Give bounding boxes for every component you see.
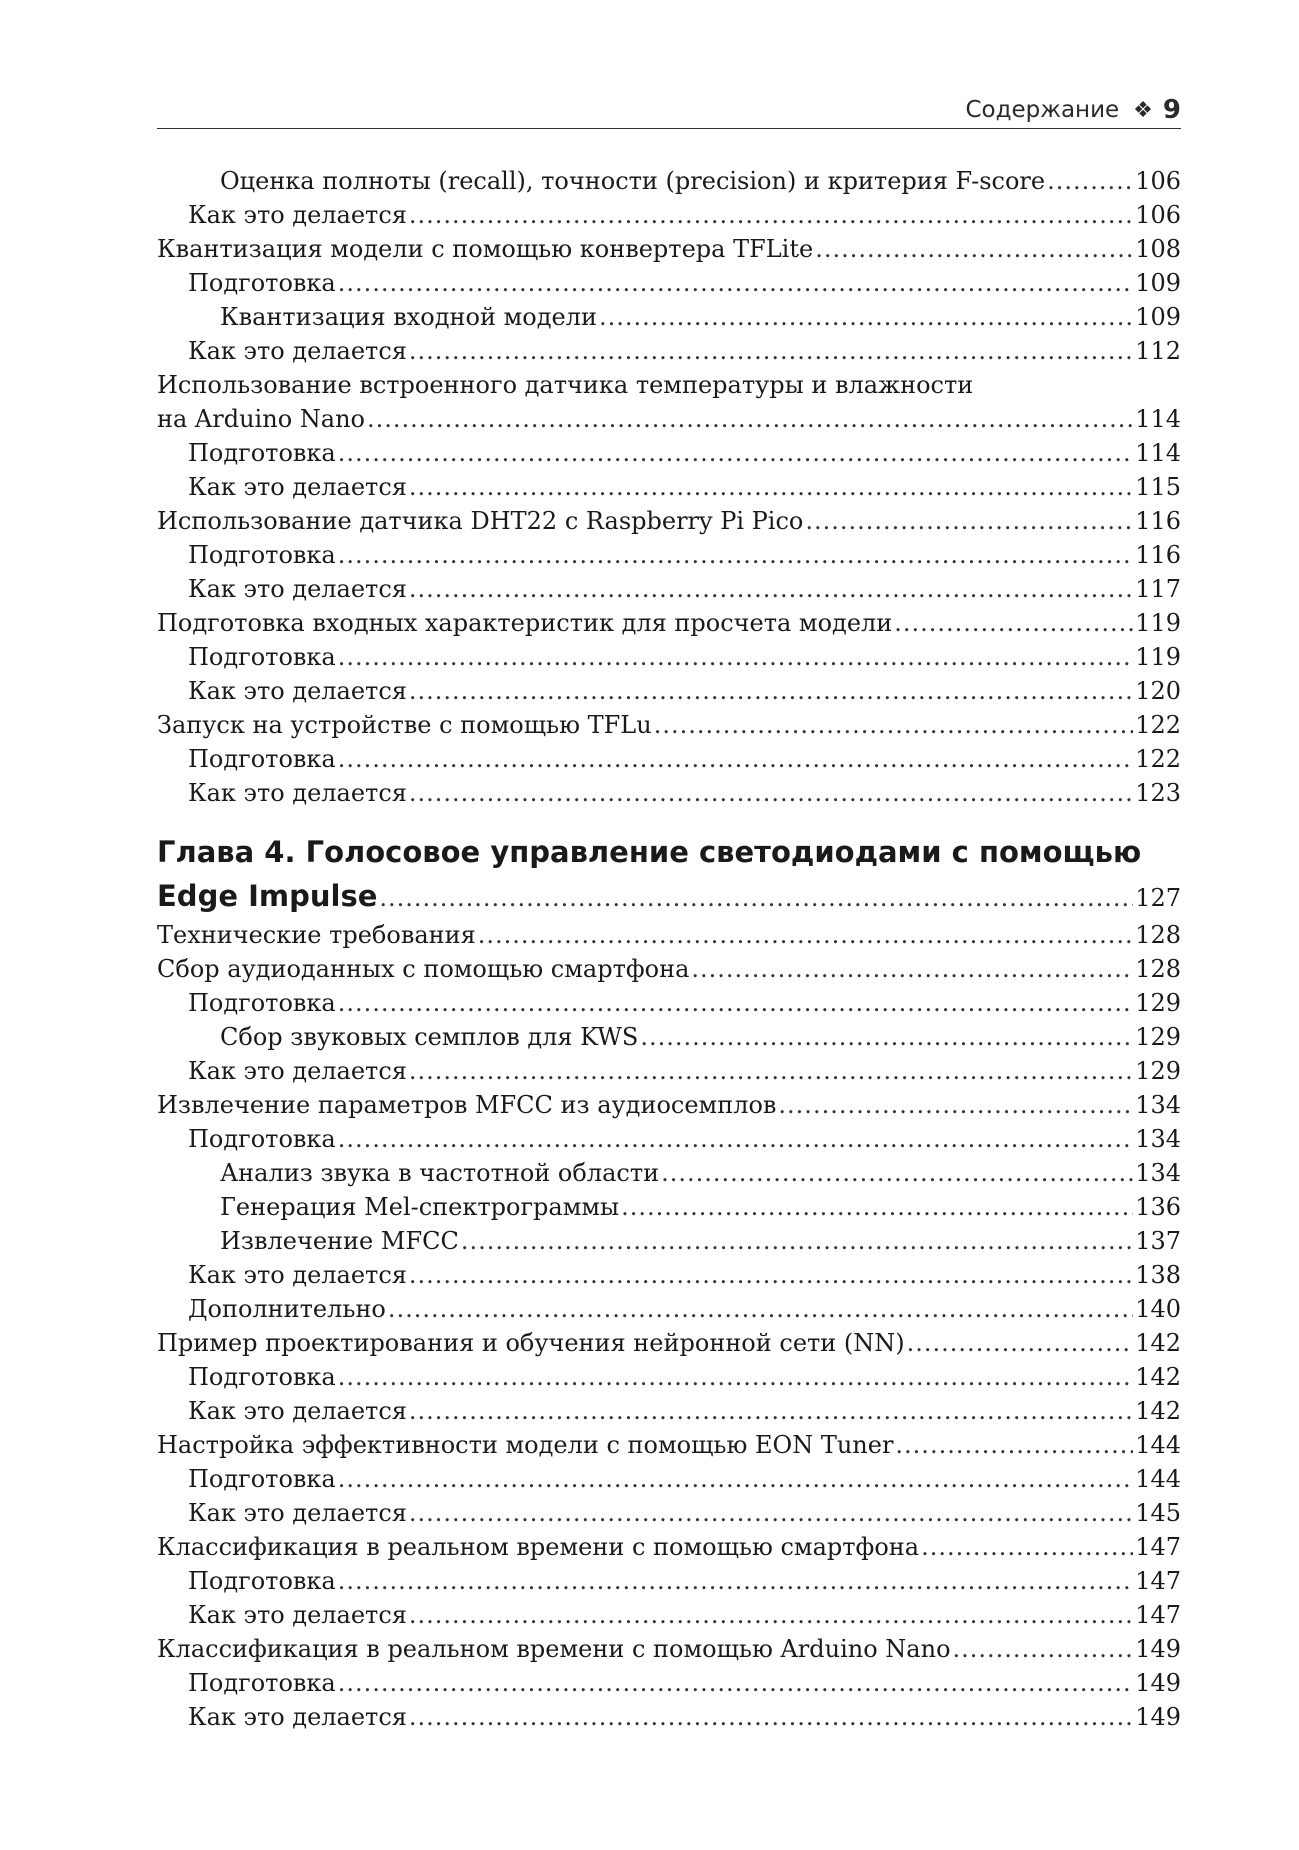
toc-entry-title: Подготовка: [188, 1567, 336, 1595]
toc-entry[interactable]: [157, 1258, 1181, 1292]
dot-leader: [778, 1088, 1133, 1122]
toc-entry-page: 136: [1135, 1193, 1181, 1221]
toc-entry-title: Генерация Mel-спектрограммы: [220, 1193, 620, 1221]
toc-entry[interactable]: [157, 164, 1181, 198]
toc-entry-title: Как это делается: [188, 575, 407, 603]
chapter-heading[interactable]: [157, 830, 1181, 918]
dot-leader: [409, 674, 1133, 708]
toc-entry-page: 122: [1135, 745, 1181, 773]
dot-leader: [379, 876, 1133, 920]
toc-entry[interactable]: [157, 986, 1181, 1020]
toc-entry-title: Анализ звука в частотной области: [220, 1159, 660, 1187]
toc-entry-page: 120: [1135, 677, 1181, 705]
toc-entry[interactable]: [157, 1598, 1181, 1632]
toc-group-top: [157, 164, 1181, 368]
toc-entry[interactable]: [157, 334, 1181, 368]
toc-entry[interactable]: [157, 742, 1181, 776]
toc-entry[interactable]: [157, 470, 1181, 504]
toc-entry-title: Дополнительно: [188, 1295, 386, 1323]
toc-entry-page: 106: [1135, 201, 1181, 229]
toc-entry-page: 119: [1135, 643, 1181, 671]
toc-entry[interactable]: [157, 1326, 1181, 1360]
toc-entry-page: 119: [1135, 609, 1181, 637]
dot-leader: [907, 1326, 1134, 1360]
toc-entry-page: 129: [1135, 1023, 1181, 1051]
toc-entry-page: 142: [1135, 1329, 1181, 1357]
toc-entry[interactable]: [157, 1122, 1181, 1156]
toc-entry-page: 134: [1135, 1091, 1181, 1119]
toc-entry[interactable]: [157, 1700, 1181, 1734]
chapter-page: 127: [1135, 884, 1181, 912]
dot-leader: [409, 1496, 1133, 1530]
toc-entry-page: 140: [1135, 1295, 1181, 1323]
toc-entry-page: 128: [1135, 921, 1181, 949]
dot-leader: [621, 1190, 1133, 1224]
toc-entry-page: 114: [1135, 405, 1181, 433]
toc-entry-page: 142: [1135, 1363, 1181, 1391]
dot-leader: [461, 1224, 1133, 1258]
toc-entry[interactable]: [157, 436, 1181, 470]
dot-leader: [953, 1632, 1134, 1666]
toc-entry[interactable]: [157, 1632, 1181, 1666]
toc-group-mid: [157, 436, 1181, 810]
dot-leader: [338, 1666, 1133, 1700]
dot-leader: [409, 1054, 1133, 1088]
toc-entry-title: Как это делается: [188, 1057, 407, 1085]
toc-entry-page: 123: [1135, 779, 1181, 807]
toc-entry-page: 129: [1135, 989, 1181, 1017]
toc-entry-title: Подготовка: [188, 1363, 336, 1391]
toc-entry-title: Как это делается: [188, 1261, 407, 1289]
dot-leader: [338, 742, 1133, 776]
toc-entry-title: Подготовка: [188, 745, 336, 773]
dot-leader: [338, 436, 1133, 470]
toc-entry-title: Как это делается: [188, 1397, 407, 1425]
header-section-title: Содержание: [965, 97, 1120, 123]
toc-entry-page: 112: [1135, 337, 1181, 365]
toc-entry-title: Как это делается: [188, 473, 407, 501]
dot-leader: [691, 952, 1133, 986]
toc-entry[interactable]: [157, 1564, 1181, 1598]
dot-leader: [338, 1122, 1133, 1156]
dot-leader: [409, 572, 1133, 606]
dot-leader: [894, 606, 1133, 640]
toc-entry-page: 117: [1135, 575, 1181, 603]
toc-entry-page: 116: [1135, 541, 1181, 569]
toc-entry-page: 147: [1135, 1567, 1181, 1595]
toc-entry-title: Сбор звуковых семплов для KWS: [220, 1023, 639, 1051]
toc-entry-page: 128: [1135, 955, 1181, 983]
toc-entry-page: 145: [1135, 1499, 1181, 1527]
toc-entry-page: 149: [1135, 1669, 1181, 1697]
toc-entry-title: Как это делается: [188, 779, 407, 807]
dot-leader: [338, 538, 1133, 572]
toc-entry-title: Подготовка: [188, 1669, 336, 1697]
toc-entry-page: 108: [1135, 235, 1181, 263]
toc-entry-title: Настройка эффективности модели с помощью EON Tuner: [157, 1431, 894, 1459]
toc-entry-page: 134: [1135, 1159, 1181, 1187]
toc-entry[interactable]: [157, 1360, 1181, 1394]
toc-entry-title: Пример проектирования и обучения нейронной сети (NN): [157, 1329, 905, 1357]
dot-leader: [1047, 164, 1133, 198]
toc-entry[interactable]: [157, 538, 1181, 572]
toc-entry-page: 137: [1135, 1227, 1181, 1255]
toc-entry[interactable]: [157, 952, 1181, 986]
toc-entry-title: Как это делается: [188, 1499, 407, 1527]
toc-entry-page: 109: [1135, 269, 1181, 297]
toc-entry-title: Подготовка: [188, 1465, 336, 1493]
toc-entry[interactable]: [157, 918, 1181, 952]
toc-entry[interactable]: [157, 1224, 1181, 1258]
toc-entry[interactable]: [157, 1530, 1181, 1564]
toc-entry-title: Использование датчика DHT22 с Raspberry Pi Pico: [157, 507, 804, 535]
toc-entry-title: Подготовка входных характеристик для просчета модели: [157, 609, 893, 637]
toc-entry[interactable]: [157, 1292, 1181, 1326]
toc-entry-page: 134: [1135, 1125, 1181, 1153]
toc-entry[interactable]: [157, 300, 1181, 334]
toc-entry-wrapped-line2[interactable]: [157, 402, 1181, 436]
toc-entry-title: Извлечение параметров MFCC из аудиосемплов: [157, 1091, 777, 1119]
dot-leader: [599, 300, 1133, 334]
toc-entry-page: 149: [1135, 1703, 1181, 1731]
toc-entry-page: 149: [1135, 1635, 1181, 1663]
toc-entry-page: 144: [1135, 1465, 1181, 1493]
toc-entry-title: Как это делается: [188, 337, 407, 365]
dot-leader: [388, 1292, 1133, 1326]
toc-entry[interactable]: [157, 266, 1181, 300]
toc-entry-page: 109: [1135, 303, 1181, 331]
toc-entry[interactable]: [157, 1088, 1181, 1122]
dot-leader: [478, 918, 1133, 952]
toc-entry-title: Как это делается: [188, 201, 407, 229]
toc-entry-title: Оценка полноты (recall), точности (precision) и критерия F-score: [220, 167, 1046, 195]
dot-leader: [409, 470, 1133, 504]
ornament-icon: ❖: [1133, 97, 1153, 123]
chapter-title-line1: Глава 4. Голосовое управление светодиодами с помощью: [157, 835, 1142, 869]
toc-entry-title: Запуск на устройстве с помощью TFLu: [157, 711, 652, 739]
toc-entry-title: Подготовка: [188, 439, 336, 467]
toc-entry[interactable]: [157, 776, 1181, 810]
dot-leader: [338, 1564, 1133, 1598]
toc-group-chapter: [157, 918, 1181, 1734]
toc-entry-title: Подготовка: [188, 1125, 336, 1153]
toc-entry-title: Подготовка: [188, 989, 336, 1017]
toc-entry[interactable]: [157, 1054, 1181, 1088]
toc-entry-page: 144: [1135, 1431, 1181, 1459]
toc-entry[interactable]: [157, 708, 1181, 742]
toc-entry[interactable]: [157, 1020, 1181, 1054]
dot-leader: [409, 776, 1133, 810]
toc-entry-page: 122: [1135, 711, 1181, 739]
toc-entry-title: Подготовка: [188, 643, 336, 671]
toc-entry[interactable]: [157, 232, 1181, 266]
toc-entry-title: Как это делается: [188, 677, 407, 705]
toc-entry-page: 116: [1135, 507, 1181, 535]
toc-entry-title: Извлечение MFCC: [220, 1227, 459, 1255]
toc-entry[interactable]: [157, 1394, 1181, 1428]
running-header: [157, 90, 1181, 130]
toc-entry[interactable]: [157, 1496, 1181, 1530]
dot-leader: [409, 1598, 1133, 1632]
toc-entry-title: Квантизация модели с помощью конвертера TFLite: [157, 235, 814, 263]
toc-entry[interactable]: [157, 572, 1181, 606]
header-page-number: 9: [1162, 95, 1181, 125]
toc-entry-page: 138: [1135, 1261, 1181, 1289]
toc-entry[interactable]: [157, 1462, 1181, 1496]
dot-leader: [805, 504, 1133, 538]
toc-entry-title: на Arduino Nano: [157, 405, 365, 433]
table-of-contents: [157, 164, 1181, 1734]
toc-entry-page: 147: [1135, 1601, 1181, 1629]
toc-entry-page: 142: [1135, 1397, 1181, 1425]
toc-entry-page: 129: [1135, 1057, 1181, 1085]
dot-leader: [921, 1530, 1133, 1564]
header-rule: [157, 128, 1181, 129]
toc-entry[interactable]: [157, 504, 1181, 538]
toc-entry[interactable]: [157, 1156, 1181, 1190]
toc-entry-page: 106: [1135, 167, 1181, 195]
dot-leader: [640, 1020, 1133, 1054]
toc-entry-title: Подготовка: [188, 541, 336, 569]
dot-leader: [338, 1360, 1133, 1394]
toc-entry-title: Технические требования: [157, 921, 476, 949]
dot-leader: [338, 640, 1133, 674]
dot-leader: [654, 708, 1134, 742]
toc-entry-title: Сбор аудиоданных с помощью смартфона: [157, 955, 690, 983]
toc-entry-page: 114: [1135, 439, 1181, 467]
toc-entry[interactable]: [157, 1666, 1181, 1700]
toc-entry[interactable]: [157, 674, 1181, 708]
toc-entry-title: Классификация в реальном времени с помощью смартфона: [157, 1533, 920, 1561]
toc-entry-page: 147: [1135, 1533, 1181, 1561]
toc-entry[interactable]: [157, 198, 1181, 232]
dot-leader: [409, 198, 1133, 232]
toc-entry-title: Классификация в реальном времени с помощью Arduino Nano: [157, 1635, 951, 1663]
dot-leader: [815, 232, 1133, 266]
toc-entry-page: 115: [1135, 473, 1181, 501]
toc-entry-title: Как это делается: [188, 1601, 407, 1629]
toc-entry[interactable]: [157, 606, 1181, 640]
dot-leader: [409, 1258, 1133, 1292]
dot-leader: [338, 1462, 1133, 1496]
toc-entry[interactable]: [157, 1190, 1181, 1224]
toc-entry-title: Подготовка: [188, 269, 336, 297]
toc-entry[interactable]: [157, 1428, 1181, 1462]
dot-leader: [661, 1156, 1133, 1190]
toc-entry-wrapped-line1[interactable]: Использование встроенного датчика температуры и влажности: [157, 371, 974, 399]
dot-leader: [367, 402, 1133, 436]
chapter-title-text: Edge Impulse: [157, 879, 378, 913]
dot-leader: [409, 334, 1133, 368]
toc-entry-title: Квантизация входной модели: [220, 303, 597, 331]
dot-leader: [895, 1428, 1133, 1462]
dot-leader: [409, 1394, 1133, 1428]
dot-leader: [338, 266, 1133, 300]
chapter-title-line2: [157, 874, 1181, 918]
toc-entry-title: Как это делается: [188, 1703, 407, 1731]
dot-leader: [409, 1700, 1133, 1734]
dot-leader: [338, 986, 1133, 1020]
toc-entry[interactable]: [157, 640, 1181, 674]
